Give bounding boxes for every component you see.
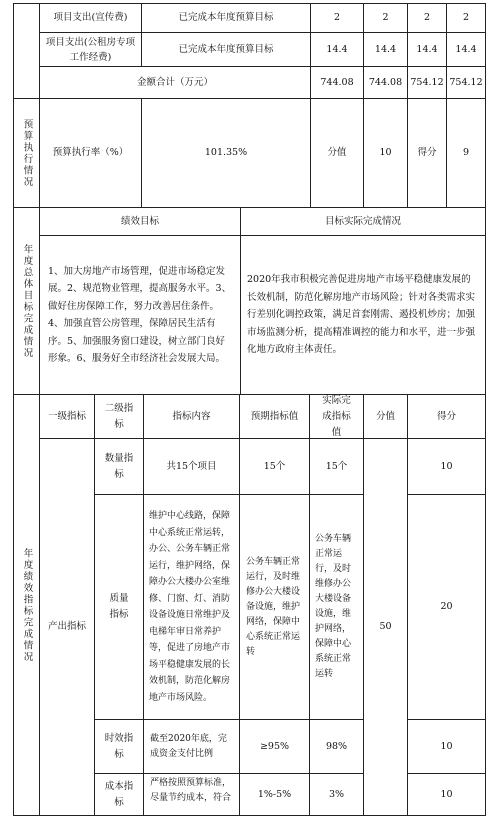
indicator-row-3-actual: 98% <box>309 719 364 774</box>
indicator-row-4-content: 严格按照预算标准，尽量节约成本，符合 <box>143 773 240 816</box>
header-actual: 实际完成指标值 <box>309 394 364 439</box>
header-level1: 一级指标 <box>39 394 95 439</box>
execution-score-value: 10 <box>363 98 408 208</box>
indicator-row-4-expected: 1%-5% <box>239 773 310 816</box>
budget-row-2-v1: 14.4 <box>310 32 364 67</box>
annual-goal-header-left: 绩效目标 <box>39 207 241 236</box>
budget-row-2-v3: 14.4 <box>407 32 447 67</box>
total-v4: 754.12 <box>446 66 486 99</box>
header-got: 得分 <box>407 394 486 439</box>
execution-section-label: 预算执行情况 <box>13 98 40 208</box>
budget-row-1-v3: 2 <box>407 3 447 33</box>
header-level2: 二级指标 <box>94 394 144 439</box>
annual-goal-right-text: 2020年我市积极完善促进房地产市场平稳健康发展的长效机制，防范化解房地产市场风险；针对各类需求实行差别化调控政策，满足首套刚需、遏投机炒房；加强市场监测分析，提高精准调控的能力和水平，进一步强化地方政府主体责任。 <box>240 235 486 395</box>
execution-score-label: 分值 <box>310 98 364 208</box>
indicator-row-2-content: 维护中心线路，保障中心系统正常运转，办公、公务车辆正常运行，维护网络，保障办公大楼办公室维修、门窗、灯、消防设备设施日常维护及电梯年审日常养护等，促进了房地产市场平稳健康发展的长效机制，防范化解房地产市场风险。 <box>143 494 240 720</box>
indicator-row-3-got: 10 <box>407 719 486 774</box>
indicator-row-2-expected: 公务车辆正常运行，及时维修办公大楼设备设施，维护网络，保障中心系统正常运转 <box>239 494 310 720</box>
left-margin-cell-top <box>13 3 40 99</box>
indicator-row-4-got: 10 <box>407 773 486 816</box>
budget-row-1-v4: 2 <box>446 3 486 33</box>
indicator-row-1-level2: 数量指标 <box>94 438 144 495</box>
header-content: 指标内容 <box>143 394 240 439</box>
execution-rate-label: 预算执行率（%） <box>39 98 142 208</box>
budget-row-2-target: 已完成本年度预算目标 <box>141 32 311 67</box>
budget-row-1-v1: 2 <box>310 3 364 33</box>
indicator-row-2-actual: 公务车辆正常运行，及时维修办公大楼设备设施，维护网络，保障中心系统正常运转 <box>309 494 364 720</box>
total-v1: 744.08 <box>310 66 364 99</box>
indicator-row-4-actual: 3% <box>309 773 364 816</box>
indicator-row-1-got: 10 <box>407 438 486 495</box>
annual-goal-header-right: 目标实际完成情况 <box>240 207 486 236</box>
indicator-row-2-level2: 质量指标 <box>94 494 144 720</box>
total-label: 金额合计（万元） <box>39 66 311 99</box>
annual-goal-section-label: 年度总体目标完成情况 <box>13 207 40 395</box>
budget-row-1-v2: 2 <box>363 3 408 33</box>
annual-goal-left-text: 1、加大房地产市场管理，促进市场稳定发展。2、规范物业管理，提高服务水平。3、做好住房保障工作，努力改善居住条件。4、加强直管公房管理，保障居民生活有序。5、加强服务窗口建设，树立部门良好形象。6、服务好全市经济社会发展大局。 <box>39 235 241 395</box>
execution-got-label: 得分 <box>407 98 447 208</box>
budget-row-2-item: 项目支出(公租房专项工作经费) <box>39 32 142 67</box>
indicator-row-1-content: 共15个项目 <box>143 438 240 495</box>
indicator-row-3-content: 截至2020年底，完成资金支付比例 <box>143 719 240 774</box>
indicator-row-4-level2: 成本指标 <box>94 773 144 816</box>
indicator-row-2-got: 20 <box>407 494 486 720</box>
execution-got-value: 9 <box>446 98 486 208</box>
indicator-row-3-level2: 时效指标 <box>94 719 144 774</box>
execution-rate-value: 101.35% <box>141 98 311 208</box>
indicators-section-label: 年度绩效指标完成情况 <box>13 394 40 816</box>
budget-row-2-v4: 14.4 <box>446 32 486 67</box>
total-v2: 744.08 <box>363 66 408 99</box>
score-merged: 50 <box>363 438 408 816</box>
budget-row-1-item: 项目支出(宣传费) <box>39 3 142 33</box>
level1-output: 产出指标 <box>39 438 95 816</box>
total-v3: 754.12 <box>407 66 447 99</box>
header-score: 分值 <box>363 394 408 439</box>
header-expected: 预期指标值 <box>239 394 310 439</box>
budget-row-2-v2: 14.4 <box>363 32 408 67</box>
indicator-row-1-expected: 15个 <box>239 438 310 495</box>
indicator-row-3-expected: ≥95% <box>239 719 310 774</box>
indicator-row-1-actual: 15个 <box>309 438 364 495</box>
budget-row-1-target: 已完成本年度预算目标 <box>141 3 311 33</box>
